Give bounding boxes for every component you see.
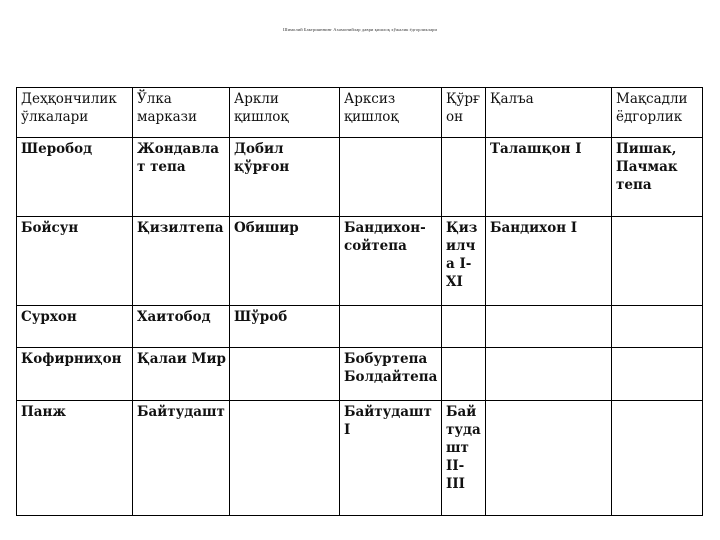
table-row — [17, 348, 703, 401]
table-cell: Байтудашт — [133, 401, 230, 516]
table-row — [17, 138, 703, 217]
table-row — [17, 306, 703, 348]
table-cell: Талашқон I — [486, 138, 612, 217]
table-cell — [442, 306, 486, 348]
table-cell: Бандихон-сойтепа — [340, 217, 442, 306]
header-cell-region: Деҳқончилик ўлкалари — [17, 88, 133, 138]
header-cell-citadel-village: Аркли қишлоқ — [230, 88, 340, 138]
table-cell — [612, 401, 703, 516]
table-cell: Пишак, Пачмак тепа — [612, 138, 703, 217]
table-cell — [442, 348, 486, 401]
table-cell: Қизилтепа — [133, 217, 230, 306]
table-cell: Байтудашт I — [340, 401, 442, 516]
table-row — [17, 217, 703, 306]
monuments-table — [16, 87, 703, 516]
table-cell: Добил қўрғон — [230, 138, 340, 217]
table-cell — [340, 138, 442, 217]
table-cell: Кофирниҳон — [17, 348, 133, 401]
header-cell-fort: Қўрғон — [442, 88, 486, 138]
table-cell: Обишир — [230, 217, 340, 306]
table-cell — [612, 306, 703, 348]
table-cell: Қалаи Мир — [133, 348, 230, 401]
table-cell — [486, 306, 612, 348]
table-cell: Бойсун — [17, 217, 133, 306]
table-row — [17, 401, 703, 516]
header-cell-special-monument: Мақсадли ёдгорлик — [612, 88, 703, 138]
header-cell-fortress: Қалъа — [486, 88, 612, 138]
header-cell-center: Ўлка маркази — [133, 88, 230, 138]
table-cell: Бобуртепа Болдайтепа — [340, 348, 442, 401]
table-cell — [340, 306, 442, 348]
table-cell — [486, 348, 612, 401]
table-cell: Панж — [17, 401, 133, 516]
table-cell: Сурхон — [17, 306, 133, 348]
table-cell: Бандихон I — [486, 217, 612, 306]
table-cell — [612, 217, 703, 306]
table-cell: Хаитобод — [133, 306, 230, 348]
table-cell — [612, 348, 703, 401]
table-cell: Шўроб — [230, 306, 340, 348]
table-cell — [486, 401, 612, 516]
table-cell: Шеробод — [17, 138, 133, 217]
table-cell — [442, 138, 486, 217]
table-cell — [230, 401, 340, 516]
header-cell-village: Арксиз қишлоқ — [340, 88, 442, 138]
table-header-row — [17, 88, 703, 138]
table-cell — [230, 348, 340, 401]
table-cell: Байтудашт II-III — [442, 401, 486, 516]
table-cell: Жондавлат тепа — [133, 138, 230, 217]
table-cell: Қизилча I-XI — [442, 217, 486, 306]
document-caption: Шимолий Бактрияннинг Ахамонийлар даври қишлоқ хўжалик ёдгорликлари — [282, 27, 438, 32]
